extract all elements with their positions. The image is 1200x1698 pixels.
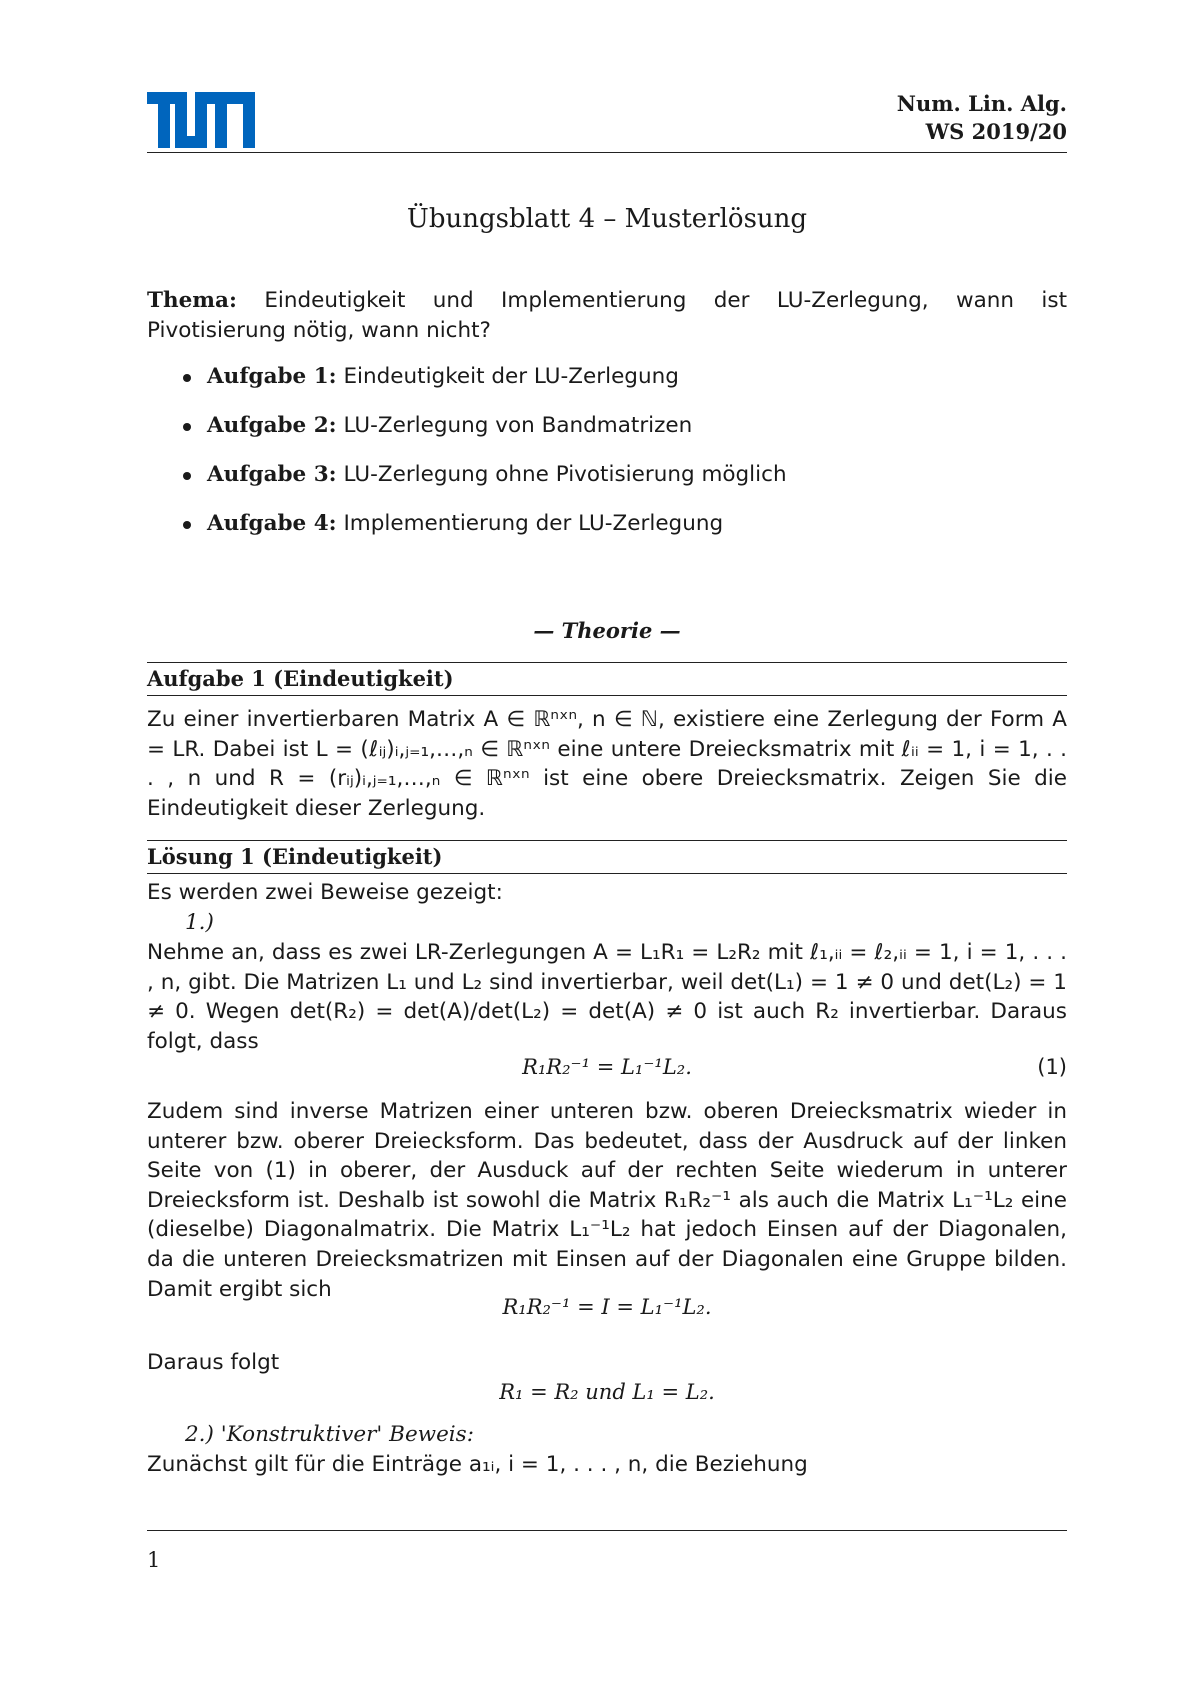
course-name: Num. Lin. Alg. (896, 91, 1067, 116)
thema-label: Thema: (147, 288, 237, 313)
semester: WS 2019/20 (925, 119, 1067, 144)
bullet-icon (183, 521, 191, 529)
thema-paragraph (147, 286, 1067, 345)
section-theorie: — Theorie — (533, 618, 681, 643)
loesung1-intro: Es werden zwei Beweise gezeigt: (147, 880, 503, 905)
page-title: Übungsblatt 4 – Musterlösung (406, 204, 808, 234)
task-text: LU-Zerlegung ohne Pivotisierung möglich (343, 462, 787, 487)
loesung1-rule-top (147, 840, 1067, 841)
task-list (147, 362, 1067, 558)
bullet-icon (183, 423, 191, 431)
list-item (147, 509, 1067, 558)
equation-1-number: (1) (1037, 1055, 1067, 1079)
aufgabe1-text: Zu einer invertierbaren Matrix A ∈ ℝⁿˣⁿ, n ∈ ℕ, existiere eine Zerlegung der Form A = LR. Dabei ist L = (ℓᵢⱼ)ᵢ,ⱼ₌₁,…,ₙ ∈ ℝⁿˣⁿ eine untere Dreiecksmatrix mit ℓᵢᵢ = 1, i = 1, . . . , n und R = (rᵢⱼ)ᵢ,ⱼ₌₁,…,ₙ ∈ ℝⁿˣⁿ ist eine obere Dreiecksmatrix. Zeigen Sie die Eindeutigkeit dieser Zerlegung. (147, 707, 1067, 821)
equation-2: R₁R₂⁻¹ = I = L₁⁻¹L₂. (502, 1295, 712, 1319)
task-text: LU-Zerlegung von Bandmatrizen (343, 413, 693, 438)
aufgabe1-rule-bottom (147, 695, 1067, 696)
proof1-text: Nehme an, dass es zwei LR-Zerlegungen A = L₁R₁ = L₂R₂ mit ℓ₁,ᵢᵢ = ℓ₂,ᵢᵢ = 1, i = 1, . . . , n, gibt. Die Matrizen L₁ und L₂ sind invertierbar, weil det(L₁) = 1 ≠ 0 und det(L₂) = 1 ≠ 0. Wegen det(R₂) = det(A)/det(L₂) = det(A) ≠ 0 ist auch R₂ invertierbar. Daraus folgt, dass (147, 940, 1067, 1054)
footer-rule (147, 1530, 1067, 1531)
aufgabe1-heading: Aufgabe 1 (Eindeutigkeit) (147, 666, 454, 691)
list-item (147, 411, 1067, 460)
task-text: Eindeutigkeit der LU-Zerlegung (343, 364, 679, 389)
tum-logo (147, 92, 255, 148)
task-text: Implementierung der LU-Zerlegung (343, 511, 724, 536)
daraus-folgt: Daraus folgt (147, 1350, 280, 1375)
loesung1-rule-bottom (147, 873, 1067, 874)
list-item (147, 362, 1067, 411)
equation-3: R₁ = R₂ und L₁ = L₂. (499, 1380, 715, 1404)
header-course-info (897, 90, 1067, 146)
proof1-label: 1.) (185, 910, 214, 935)
proof2-label: 2.) 'Konstruktiver' Beweis: (185, 1422, 474, 1447)
loesung1-heading: Lösung 1 (Eindeutigkeit) (147, 844, 443, 869)
document-page (147, 0, 1067, 1698)
bullet-icon (183, 472, 191, 480)
thema-text: Eindeutigkeit und Implementierung der LU-Zerlegung, wann ist Pivotisierung nötig, wann nicht? (147, 288, 1067, 343)
equation-1: R₁R₂⁻¹ = L₁⁻¹L₂. (522, 1055, 692, 1079)
task-label: Aufgabe 4: (207, 511, 337, 536)
task-label: Aufgabe 1: (207, 364, 337, 389)
proof1-paragraph-2: Zudem sind inverse Matrizen einer unteren bzw. oberen Dreiecksmatrix wieder in unterer bzw. oberer Dreiecksform. Das bedeutet, dass der Ausdruck auf der linken Seite von (1) in oberer, der Ausduck auf der rechten Seite wiederum in unterer Dreiecksform ist. Deshalb ist sowohl die Matrix R₁R₂⁻¹ als auch die Matrix L₁⁻¹L₂ eine (dieselbe) Diagonalmatrix. Die Matrix L₁⁻¹L₂ hat jedoch Einsen auf der Diagonalen, da die unteren Dreiecksmatrizen mit Einsen auf der Diagonalen eine Gruppe bilden. Damit ergibt sich (147, 1099, 1067, 1302)
task-label: Aufgabe 2: (207, 413, 337, 438)
header-rule (147, 152, 1067, 153)
aufgabe1-rule-top (147, 662, 1067, 663)
list-item (147, 460, 1067, 509)
bullet-icon (183, 374, 191, 382)
page-number: 1 (147, 1548, 161, 1572)
task-label: Aufgabe 3: (207, 462, 337, 487)
proof2-text: Zunächst gilt für die Einträge a₁ᵢ, i = 1, . . . , n, die Beziehung (147, 1452, 808, 1477)
